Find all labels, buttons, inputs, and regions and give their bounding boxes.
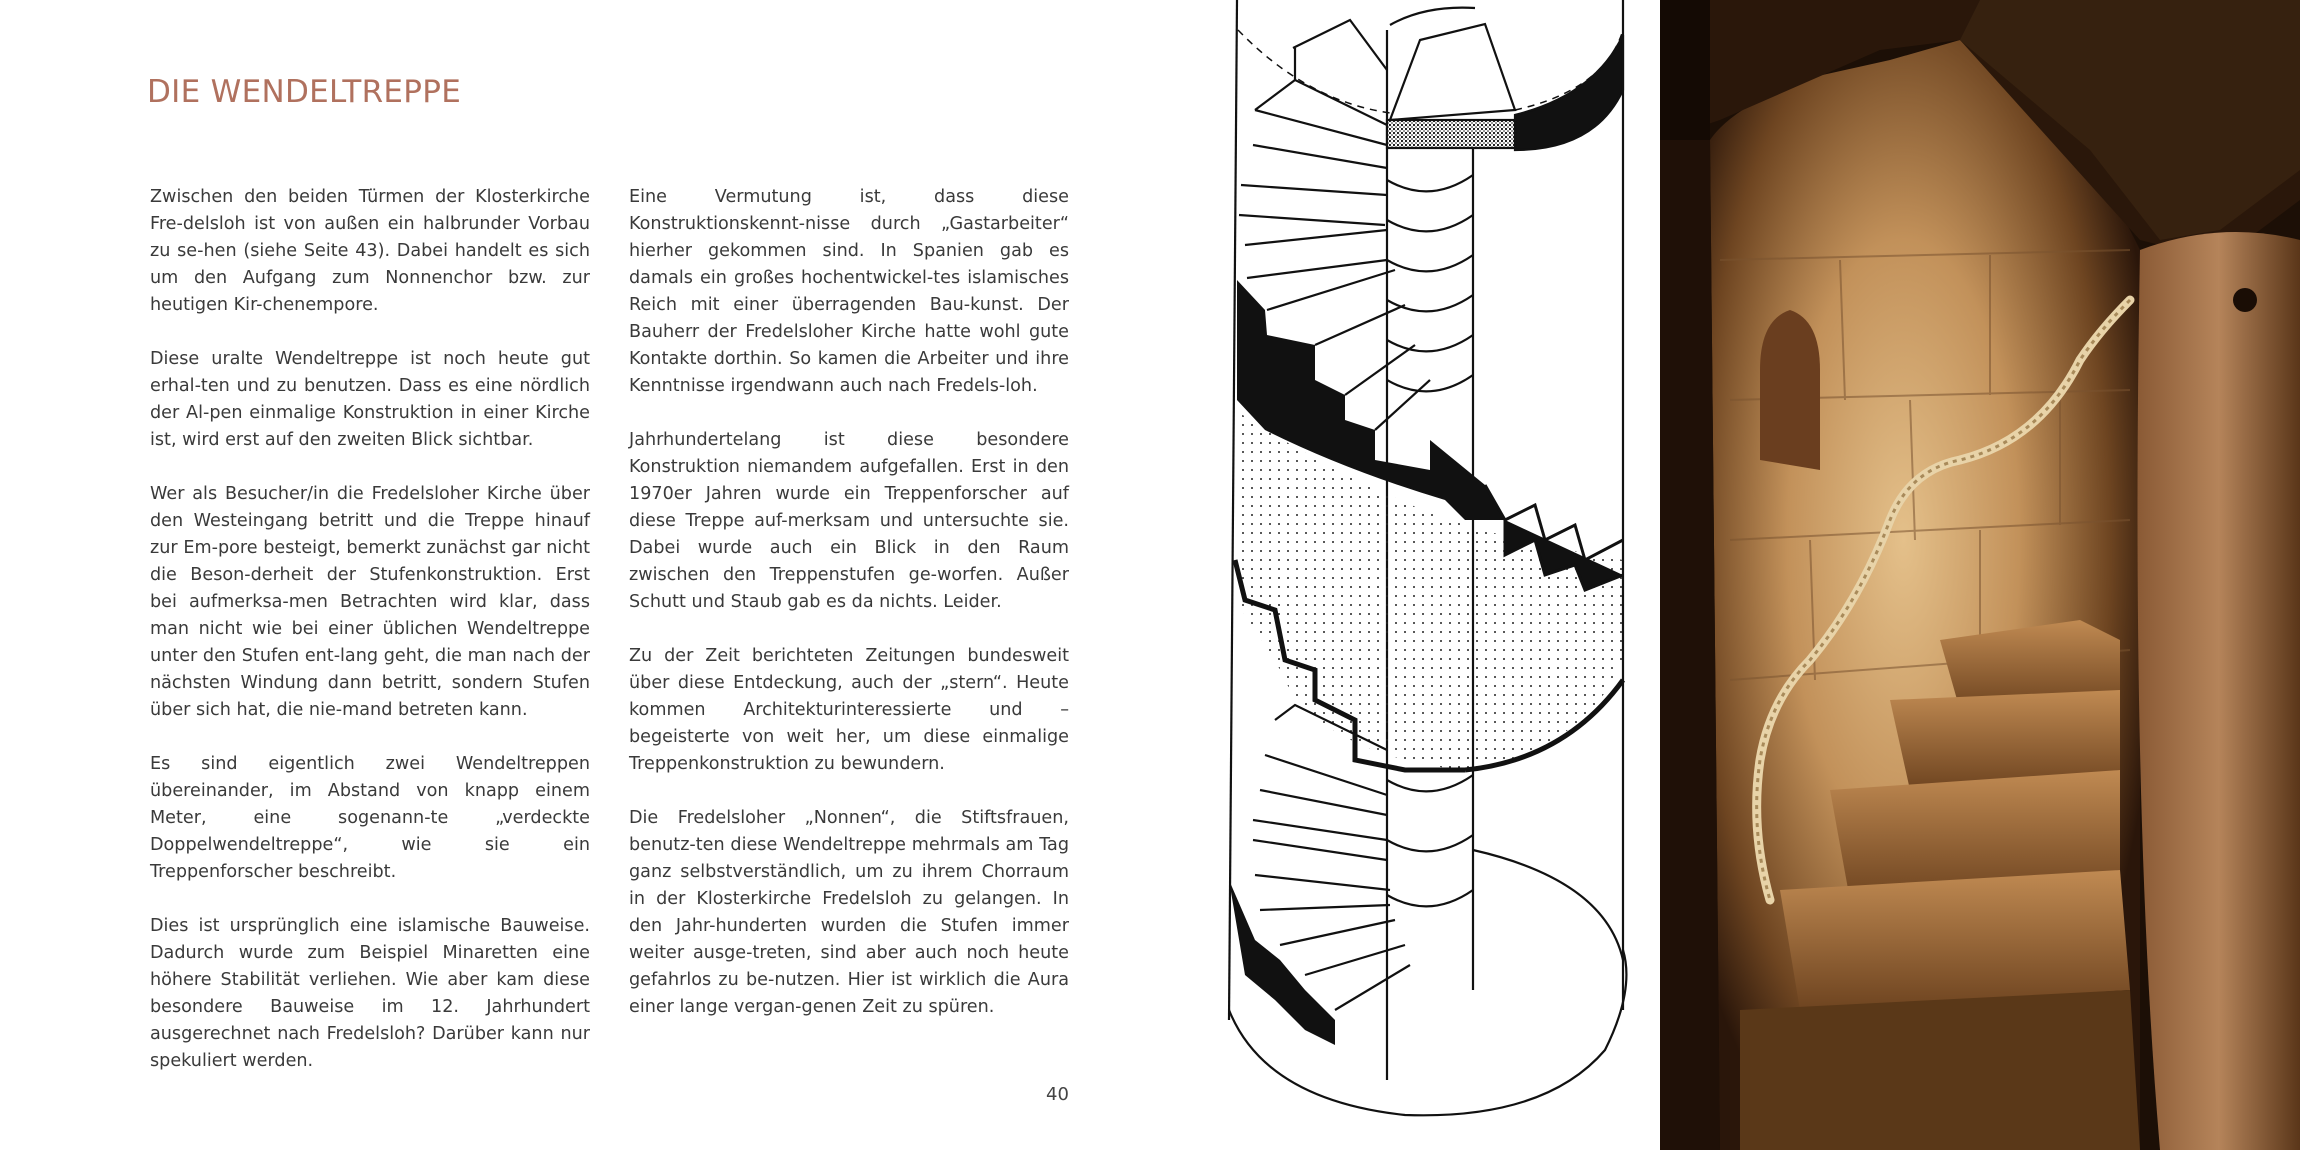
paragraph: Dies ist ursprünglich eine islamische Bauweise. Dadurch wurde zum Beispiel Minaretten eine höhere Stabilität verliehen. Wie aber kam diese besondere Bauweise im 12. Jahrhundert ausgerechnet nach Fredelsloh? Darüber kann nur spekuliert werden. [150,913,590,1075]
paragraph: Eine Vermutung ist, dass diese Konstruktionskennt-nisse durch „Gastarbeiter“ hierher gekommen sind. In Spanien gab es damals ein großes hochentwickel-tes islamisches Reich mit einer überragenden Bau-kunst. Der Bauherr der Fredelsloher Kirche hatte wohl gute Kontakte dorthin. So kamen die Arbeiter und ihre Kenntnisse irgendwann auch nach Fredels-loh. [629,184,1069,400]
window-slit [1760,310,1820,470]
paragraph: Jahrhundertelang ist diese besondere Konstruktion niemandem aufgefallen. Erst in den 1970er Jahren wurde ein Treppenforscher auf diese Treppe auf-merksam und untersuchte sie. Dabei wurde auch ein Blick in den Raum zwischen den Treppenstufen ge-worfen. Außer Schutt und Staub gab es da nichts. Leider. [629,427,1069,616]
staircase-photo [1660,0,2300,1150]
spiral-staircase-illustration [1205,0,1645,1150]
paragraph: Die Fredelsloher „Nonnen“, die Stiftsfrauen, benutz-ten diese Wendeltreppe mehrmals am Tag ganz selbstverständlich, um zu ihrem Chorraum in der Klosterkirche Fredelsloh zu gelangen. In den Jahr-hunderten wurden die Stufen immer weiter ausge-treten, sind aber auch noch heute gefahrlos zu be-nutzen. Hier ist wirklich die Aura einer lange vergan-genen Zeit zu spüren. [629,805,1069,1021]
staircase-drawing [1205,0,1645,1150]
paragraph: Zwischen den beiden Türmen der Klosterkirche Fre-delsloh ist von außen ein halbrunder Vorbau zu se-hen (siehe Seite 43). Dabei handelt es sich um den Aufgang zum Nonnenchor bzw. zur heutigen Kir-chenempore. [150,184,590,319]
page-number: 40 [1046,1084,1069,1105]
paragraph: Es sind eigentlich zwei Wendeltreppen übereinander, im Abstand von knapp einem Meter, eine sogenann-te „verdeckte Doppelwendeltreppe“, wie sie ein Treppenforscher beschreibt. [150,751,590,886]
paragraph: Zu der Zeit berichteten Zeitungen bundesweit über diese Entdeckung, auch der „stern“. Heute kommen Architekturinteressierte und –begeisterte von weit her, um diese einmalige Treppenkonstruktion zu bewundern. [629,643,1069,778]
paragraph: Wer als Besucher/in die Fredelsloher Kirche über den Westeingang betritt und die Treppe hinauf zur Em-pore besteigt, bemerkt zunächst gar nicht die Beson-derheit der Stufenkonstruktion. Erst bei aufmerksa-men Betrachten wird klar, dass man nicht wie bei einer üblichen Wendeltreppe unter den Stufen ent-lang geht, die man nach der nächsten Windung dann betritt, sondern Stufen über sich hat, die nie-mand betreten kann. [150,481,590,724]
stone-pillar [2138,232,2300,1150]
paragraph: Diese uralte Wendeltreppe ist noch heute gut erhal-ten und zu benutzen. Dass es eine nördlich der Al-pen einmalige Konstruktion in einer Kirche ist, wird erst auf den zweiten Blick sichtbar. [150,346,590,454]
text-column-1 [150,184,590,1102]
text-column-2 [629,184,1069,1048]
photo-image [1660,0,2300,1150]
page-title: DIE WENDELTREPPE [147,74,461,110]
